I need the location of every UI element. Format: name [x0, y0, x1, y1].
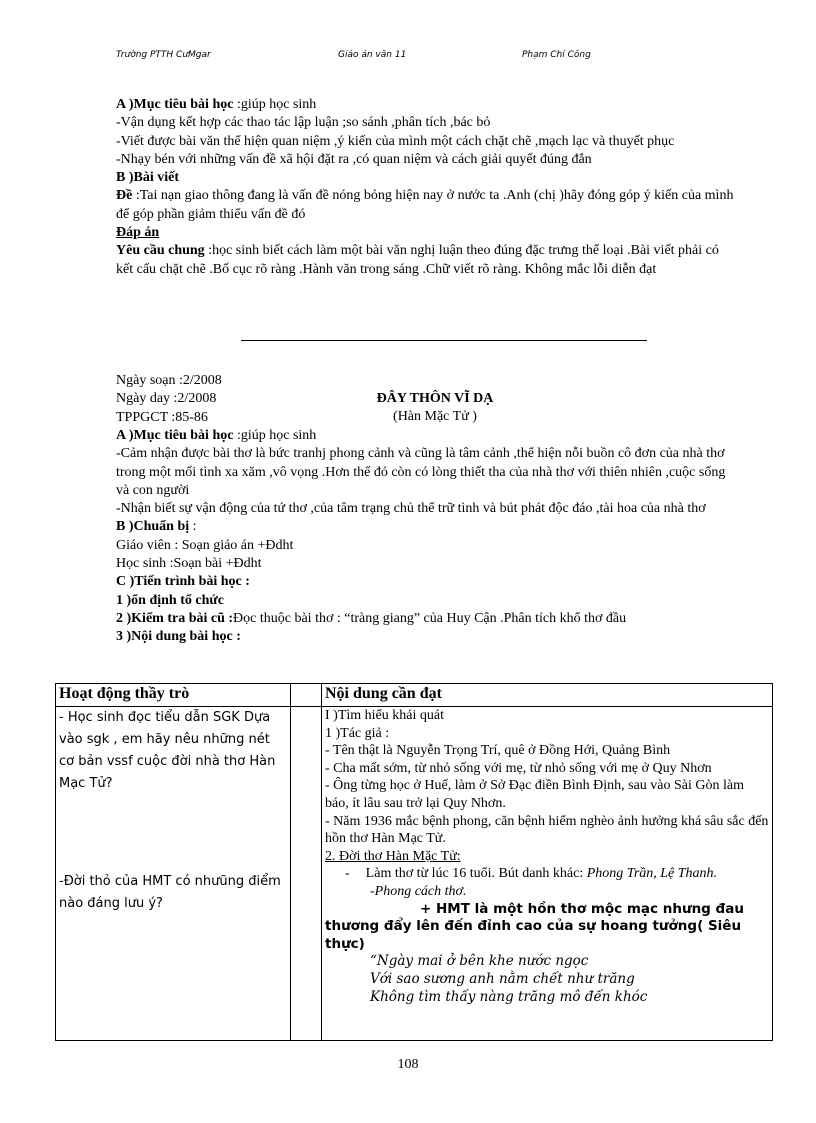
section-a-tail: :giúp học sinh: [233, 428, 317, 443]
header-author: Phạm Chí Công: [522, 50, 591, 60]
step-2-label: 2 )Kiểm tra bài cũ :: [116, 610, 234, 626]
objective-item: -Vận dụng kết hợp các thao tác lập luận ;so sánh ,phân tích ,bác bỏ: [116, 115, 491, 131]
ngay-soan: Ngày soạn :2/2008: [116, 373, 222, 388]
bio-item: - Năm 1936 mắc bệnh phong, căn bệnh hiểm nghèo ảnh hưởng khá sâu sắc đến hồn thơ Hàn Mạc Tử.: [325, 813, 769, 847]
poem-line: Với sao sương anh nằm chết như trăng: [370, 970, 635, 987]
col-spacer: [291, 684, 322, 707]
prep-student: Học sinh :Soạn bài +Đdht: [116, 556, 262, 572]
ngay-day: Ngày day :2/2008: [116, 391, 217, 407]
step-2: [116, 610, 736, 628]
poem-author: (Hàn Mặc Tử ): [393, 409, 477, 425]
header-subject: Giáo án văn 11: [338, 50, 407, 60]
objective-item: -Viết được bài văn thể hiện quan niệm ,ý kiến của mình một cách chặt chẽ ,mạch lạc và thuyết phục: [116, 133, 675, 149]
de-label: Đề: [116, 188, 133, 204]
poem-line: Không tìm thấy nàng trăng mô đến khóc: [370, 988, 648, 1005]
section-b-tail: :: [189, 519, 197, 535]
list-dash: -: [345, 866, 350, 882]
content-sub-2: 2. Đời thơ Hàn Mặc Tử:: [325, 848, 461, 864]
poetry-career-item: [325, 865, 769, 883]
content-cell: [322, 707, 773, 1041]
step-2-text: Đọc thuộc bài thơ : “tràng giang” của Huy Cận .Phân tích khổ thơ đầu: [233, 610, 627, 626]
de-text: :Tai nạn giao thông đang là vấn đề nóng bỏng hiện nay ở nước ta .Anh (chị )hãy đóng góp ý kiến của mình để góp phần giảm thiểu vấn đề đó: [116, 188, 734, 222]
section-a-tail: :giúp học sinh: [233, 97, 317, 112]
lesson-part-1: [116, 96, 736, 279]
essay-prompt: [116, 187, 736, 224]
section-b-label: B )Chuẩn bị: [116, 519, 190, 535]
teacher-question-1: - Học sinh đọc tiểu dẫn SGK Dựa vào sgk , em hãy nêu những nét cơ bản vssf cuộc đời nhà thơ Hàn Mạc Tử?: [59, 710, 276, 791]
section-divider: [241, 340, 647, 341]
section-c-label: C )Tiến trình bài học :: [116, 574, 250, 590]
objectives-heading: [116, 427, 736, 445]
preparation-heading: [116, 518, 736, 536]
pen-names: Phong Trần, Lệ Thanh.: [586, 866, 718, 882]
teacher-question-2: -Đời thỏ của HMT có nhưũng điểm nào đáng lưu ý?: [59, 874, 281, 911]
bio-item: - Ông từng học ở Huế, làm ở Sở Đạc điền Bình Định, sau vào Sài Gòn làm báo, ít lâu sau trở lại Quy Nhơn.: [325, 778, 745, 811]
requirements-text: :học sinh biết cách làm một bài văn nghị luận theo đúng đặc trưng thể loại .Bài viết phải có kết cấu chặt chẽ .Bố cục rõ ràng .Hành văn trong sáng .Chữ viết rõ ràng. Không mắc lỗi diễn đạt: [116, 243, 719, 277]
page-number: 108: [397, 1057, 419, 1072]
header-school: Trường PTTH CưMgar: [116, 50, 211, 60]
section-a-label: A )Mục tiêu bài học: [116, 97, 234, 112]
prep-teacher: Giáo viên : Soạn giáo án +Đdht: [116, 537, 294, 553]
bio-item: - Cha mất sớm, từ nhỏ sống với mẹ, từ nhỏ sống với mẹ ở Quy Nhơn: [325, 760, 712, 776]
poem-line: “Ngày mai ở bên khe nước ngọc: [370, 953, 589, 970]
lesson-activity-table: [55, 683, 773, 1041]
activities-cell: [56, 707, 291, 1041]
table-row: [56, 707, 773, 1041]
poem-title-block: [340, 390, 530, 427]
content-heading-1: I )Tìm hiểu khái quát: [325, 708, 444, 723]
table-header-row: [56, 684, 773, 707]
general-requirements: [116, 242, 736, 279]
lesson-part-2: [116, 427, 736, 647]
step-1: 1 )ổn định tổ chức: [116, 592, 224, 608]
style-label: -Phong cách thơ.: [370, 883, 467, 899]
content-sub-1: 1 )Tác giả :: [325, 725, 390, 741]
objectives-heading: [116, 96, 736, 114]
col-header-content: Nội dung cần đạt: [322, 684, 773, 707]
requirements-label: Yêu cầu chung: [116, 243, 205, 259]
col-header-activities: Hoạt động thầy trò: [56, 684, 291, 707]
objective-item: -Nhạy bén với những vấn đề xã hội đặt ra ,có quan niệm và cách giải quyết đúng đắn: [116, 151, 592, 167]
bio-item: - Tên thật là Nguyễn Trọng Trí, quê ở Đồng Hới, Quảng Bình: [325, 743, 671, 759]
section-b-label: B )Bài viết: [116, 170, 179, 186]
section-a-label: A )Mục tiêu bài học: [116, 428, 234, 443]
poetry-career-text: Làm thơ từ lúc 16 tuổi. Bút danh khác:: [365, 866, 587, 882]
poem-title: ĐÂY THÔN VĨ DẠ: [376, 391, 494, 406]
style-description: + HMT là một hồn thơ mộc mạc nhưng đau thương đẩy lên đến đỉnh cao của sự hoang tưởng( Siêu thực): [325, 900, 744, 952]
tppgct: TPPGCT :85-86: [116, 409, 208, 425]
objective-item: -Cảm nhận được bài thơ là bức tranhj phong cảnh và cũng là tâm cảnh ,thể hiện nỗi buồn cô đơn của nhà thơ trong một mối tình xa xăm ,vô vọng .Hơn thế đó còn có lòng thiết tha của nhà thơ với thiên nhiên ,cuộc sống và con người: [116, 446, 726, 498]
objective-item: -Nhận biết sự vận động của tứ thơ ,của tâm trạng chủ thể trữ tình và bút phát độc đáo ,tài hoa của nhà thơ: [116, 501, 706, 517]
step-3: 3 )Nội dung bài học :: [116, 629, 241, 645]
answer-key-label: Đáp án: [116, 225, 160, 241]
spacer-cell: [291, 707, 322, 1041]
